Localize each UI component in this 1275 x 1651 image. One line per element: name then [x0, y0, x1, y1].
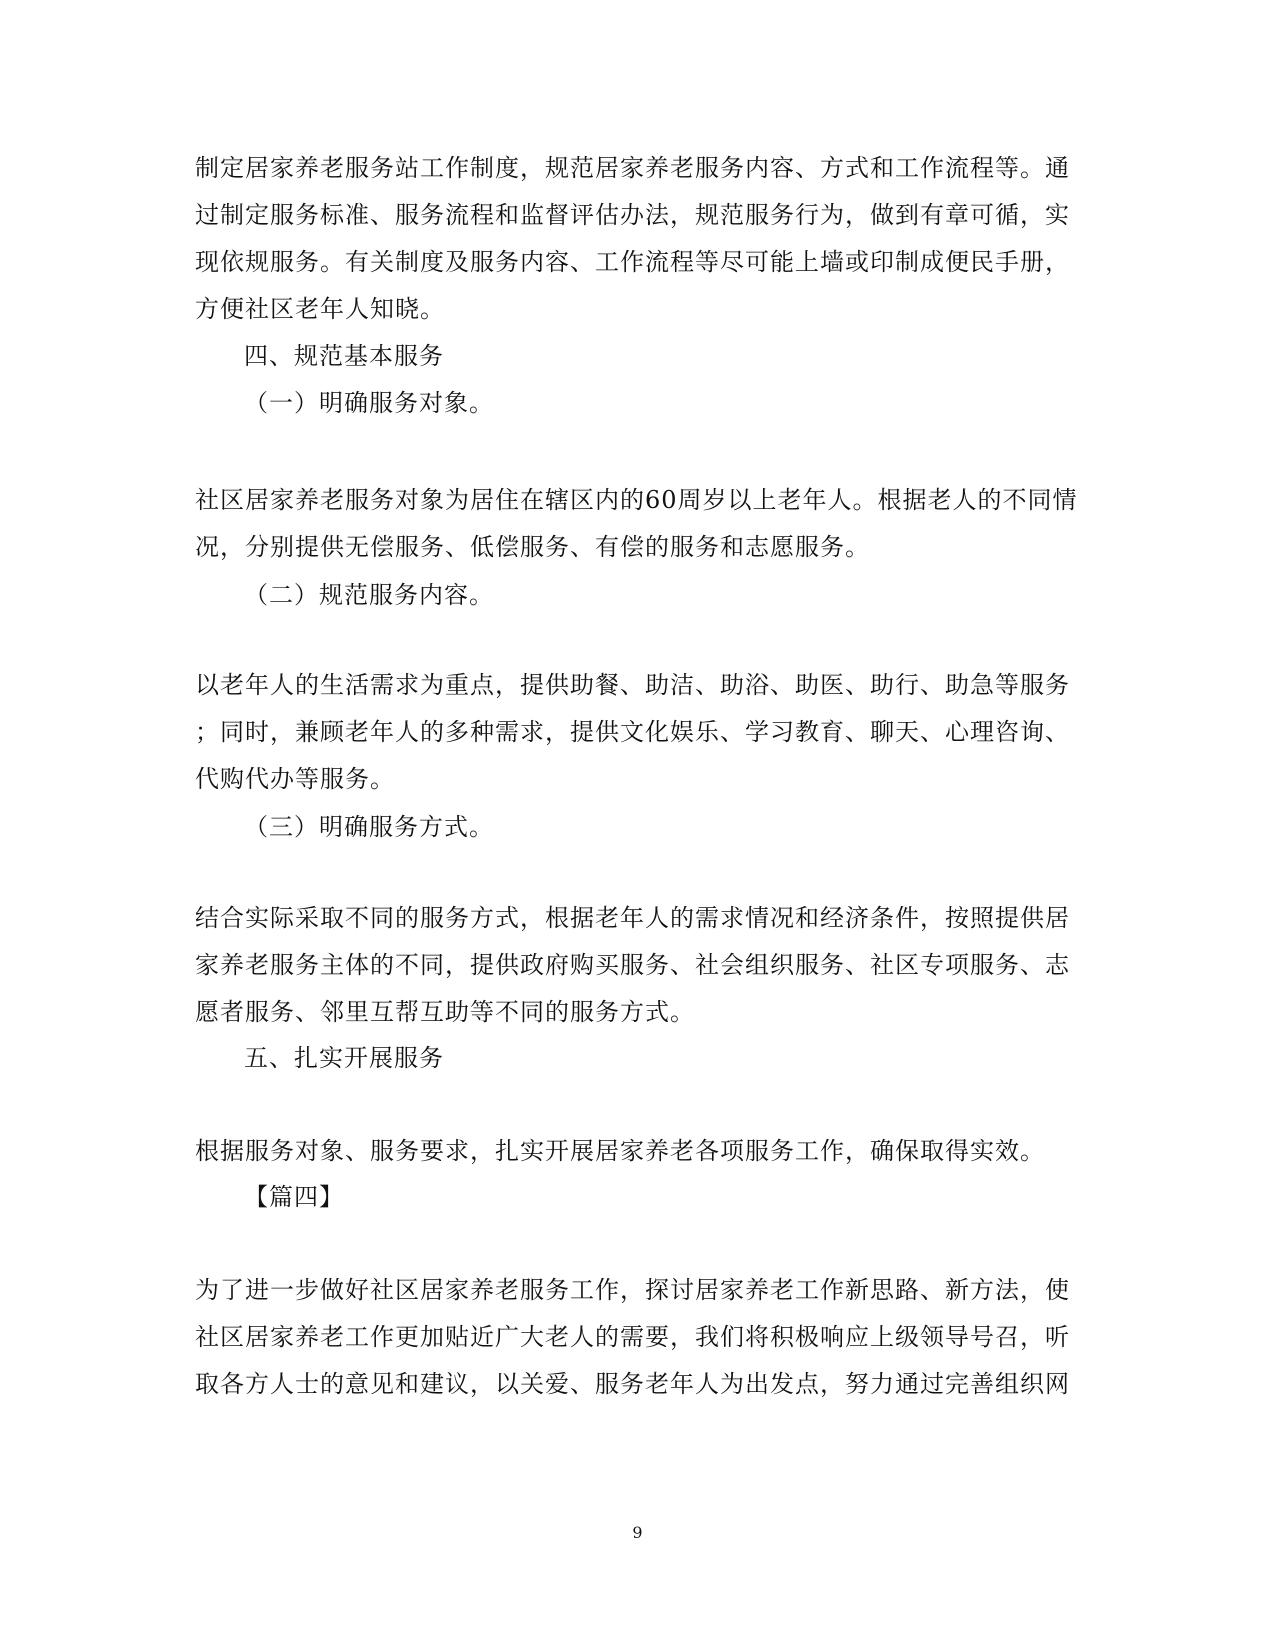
- paragraph-line: 代购代办等服务。: [195, 765, 395, 793]
- section-heading: 四、规范基本服务: [244, 342, 444, 370]
- section-marker: 【篇四】: [244, 1183, 344, 1211]
- paragraph-line: 为了进一步做好社区居家养老服务工作，探讨居家养老工作新思路、新方法，使: [195, 1276, 1070, 1304]
- paragraph-line: 社区居家养老工作更加贴近广大老人的需要，我们将积极响应上级领导号召，听: [195, 1323, 1070, 1351]
- subsection-heading: （三）明确服务方式。: [244, 813, 494, 841]
- paragraph-line: 根据服务对象、服务要求，扎实开展居家养老各项服务工作，确保取得实效。: [195, 1137, 1045, 1165]
- paragraph-line: 家养老服务主体的不同，提供政府购买服务、社会组织服务、社区专项服务、志: [195, 951, 1070, 979]
- paragraph-line: 以老年人的生活需求为重点，提供助餐、助洁、助浴、助医、助行、助急等服务: [195, 671, 1070, 699]
- paragraph-line: 过制定服务标准、服务流程和监督评估办法，规范服务行为，做到有章可循，实: [195, 201, 1070, 229]
- page-number: 9: [632, 1523, 643, 1542]
- paragraph-line: 愿者服务、邻里互帮互助等不同的服务方式。: [195, 998, 695, 1026]
- paragraph-line: 制定居家养老服务站工作制度，规范居家养老服务内容、方式和工作流程等。通: [195, 154, 1070, 182]
- section-heading: 五、扎实开展服务: [244, 1044, 444, 1072]
- paragraph-line: 况，分别提供无偿服务、低偿服务、有偿的服务和志愿服务。: [195, 533, 870, 561]
- paragraph-line: 方便社区老年人知晓。: [195, 295, 445, 323]
- paragraph-line: 取各方人士的意见和建议，以关爱、服务老年人为出发点，努力通过完善组织网: [195, 1370, 1070, 1398]
- paragraph-line: 结合实际采取不同的服务方式，根据老年人的需求情况和经济条件，按照提供居: [195, 904, 1070, 932]
- subsection-heading: （二）规范服务内容。: [244, 581, 494, 609]
- paragraph-line: 现依规服务。有关制度及服务内容、工作流程等尽可能上墙或印制成便民手册，: [195, 248, 1070, 276]
- paragraph-line: ；同时，兼顾老年人的多种需求，提供文化娱乐、学习教育、聊天、心理咨询、: [195, 718, 1070, 746]
- paragraph-line: 社区居家养老服务对象为居住在辖区内的60周岁以上老年人。根据老人的不同情: [195, 486, 1078, 514]
- subsection-heading: （一）明确服务对象。: [244, 389, 494, 417]
